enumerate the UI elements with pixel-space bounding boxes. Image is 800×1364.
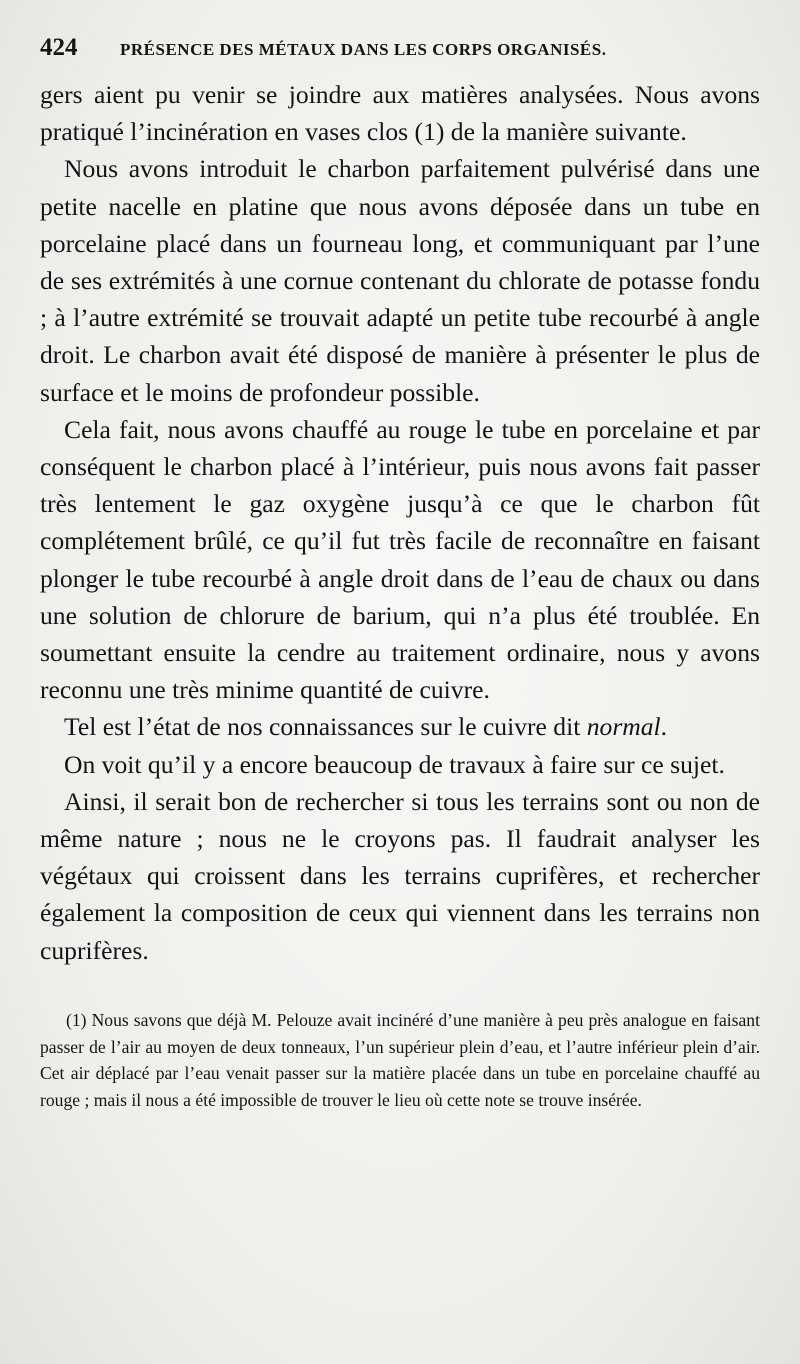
page-number: 424	[40, 34, 78, 61]
running-title: PRÉSENCE DES MÉTAUX DANS LES CORPS ORGANISÉS.	[120, 40, 607, 59]
paragraph-1	[40, 76, 760, 150]
footnote-marker: (1)	[414, 117, 445, 147]
paragraph-4-emphasis: normal	[586, 712, 661, 742]
running-head	[40, 34, 760, 74]
paragraph-2: Nous avons introduit le charbon parfaitement pulvérisé dans une petite nacelle en platine que nous avons déposée dans un tube en porcelaine placé dans un fourneau long, et communiquant par l’une de ses extrémités à une cornue contenant du chlorate de potasse fondu ; à l’autre extrémité se trouvait adapté un petite tube recourbé à angle droit. Le charbon avait été disposé de manière à présenter le plus de surface et le moins de profondeur possible.	[40, 154, 760, 407]
paragraph-1-text-b: de la manière suivante.	[444, 117, 687, 147]
footnotes	[40, 1007, 760, 1114]
paragraph-4-text-a: Tel est l’état de nos connaissances sur le cuivre dit	[64, 712, 587, 742]
footnote-1: (1) Nous savons que déjà M. Pelouze avait incinéré d’une manière à peu près analogue en faisant passer de l’air au moyen de deux tonneaux, l’un supérieur plein d’eau, et l’autre inférieur plein d’air. Cet air déplacé par l’eau venait passer sur la matière placée dans un tube en porcelaine chauffé au rouge ; mais il nous a été impossible de trouver le lieu où cette note se trouve insérée.	[40, 1009, 760, 1111]
paragraph-5: On voit qu’il y a encore beaucoup de travaux à faire sur ce sujet.	[64, 749, 725, 779]
paragraph-4-text-b: .	[660, 712, 668, 742]
body-text	[40, 76, 760, 969]
paragraph-6: Ainsi, il serait bon de rechercher si tous les terrains sont ou non de même nature ; nous ne le croyons pas. Il faudrait analyser les végétaux qui croissent dans les terrains cuprifères, et rechercher également la composition de ceux qui viennent dans les terrains non cuprifères.	[40, 786, 760, 965]
paragraph-3: Cela fait, nous avons chauffé au rouge le tube en porcelaine et par conséquent le charbon placé à l’intérieur, puis nous avons fait passer très lentement le gaz oxygène jusqu’à ce que le charbon fût complétement brûlé, ce qu’il fut très facile de reconnaître en faisant plonger le tube recourbé à angle droit dans de l’eau de chaux ou dans une solution de chlorure de barium, qui n’a plus été troublée. En soumettant ensuite la cendre au traitement ordinaire, nous y avons reconnu une très minime quantité de cuivre.	[40, 414, 760, 705]
paragraph-4	[40, 708, 760, 745]
paragraph-1-text-a: gers aient pu venir se joindre aux matières analysées. Nous avons pratiqué l’incinération en vases clos	[40, 80, 760, 147]
